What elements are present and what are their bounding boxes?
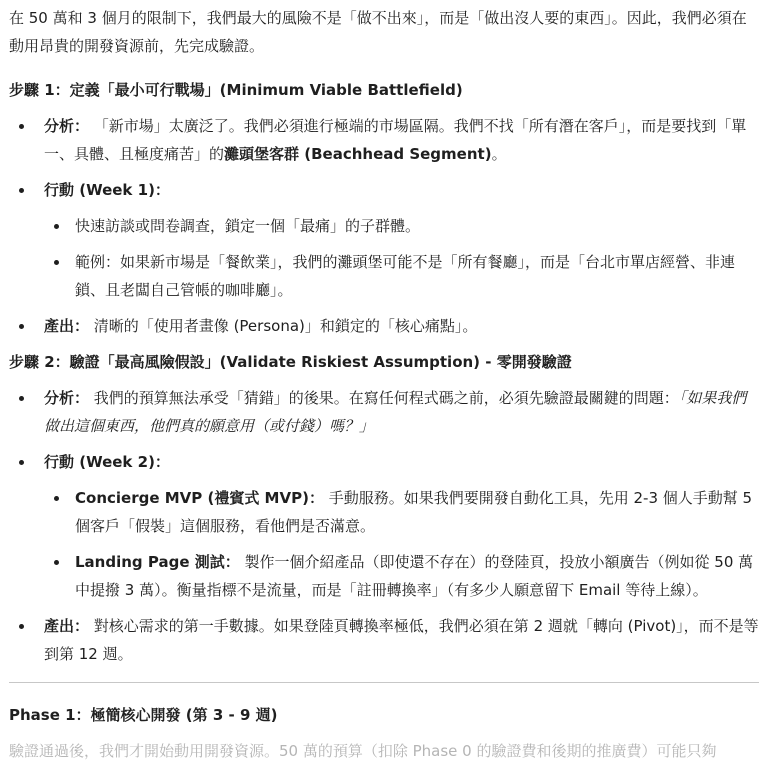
step1-actions [44,212,759,304]
step2-section [9,348,759,668]
list-item [9,112,759,168]
step1-analysis-text: 「新市場」太廣泛了。我們必須進行極端的市場區隔。我們不找「所有潛在客戶」，而是要找到「單一、具體、且極度痛苦」的 [44,117,747,163]
step2-action-label: 行動 (Week 2)： [44,453,170,471]
step1-analysis-bold: 灘頭堡客群 (Beachhead Segment) [224,145,492,163]
list-item [9,448,759,604]
phase1-heading: Phase 1：極簡核心開發 (第 3 - 9 週) [9,706,278,724]
step1-list [9,112,759,340]
document [9,4,759,765]
step2-heading: 步驟 2：驗證「最高風險假設」(Validate Riskiest Assumption) - 零開發驗證 [9,353,572,371]
step1-heading: 步驟 1：定義「最小可行戰場」(Minimum Viable Battlefield) [9,81,463,99]
step1-action-label: 行動 (Week 1)： [44,181,170,199]
step2-output-label: 產出： [44,617,90,635]
section-divider [9,682,759,683]
landing-page-label: Landing Page 測試： [75,553,240,571]
step2-analysis-italic: 「如果我們做出這個東西，他們真的願意用（或付錢）嗎？」 [44,389,747,435]
step2-analysis-text: 我們的預算無法承受「猜錯」的後果。在寫任何程式碼之前，必須先驗證最關鍵的問題： [93,389,679,407]
step1-section [9,76,759,340]
intro-paragraph: 在 50 萬和 3 個月的限制下，我們最大的風險不是「做不出來」，而是「做出沒人要的東西」。因此，我們必須在動用昂貴的開發資源前，先完成驗證。 [9,9,747,55]
step1-analysis-label: 分析： [44,117,90,135]
step2-actions [44,484,759,604]
list-item: 快速訪談或問卷調查，鎖定一個「最痛」的子群體。 [44,212,759,240]
list-item [9,312,759,340]
step1-output-text: 清晰的「使用者畫像 (Persona)」和鎖定的「核心痛點」。 [93,317,478,335]
concierge-mvp-text: 手動服務。如果我們要開發自動化工具，先用 2-3 個人手動幫 5 個客戶「假裝」這個服務，看他們是否滿意。 [75,489,753,535]
list-item [44,484,759,540]
step2-list [9,384,759,668]
list-item [44,548,759,604]
phase1-partial-text: 驗證通過後，我們才開始動用開發資源。50 萬的預算（扣除 Phase 0 的驗證費和後期的推廣費）可能只夠 [9,742,717,760]
landing-page-text: 製作一個介紹產品（即使還不存在）的登陸頁，投放小額廣告（例如從 50 萬中提撥 3 萬）。衡量指標不是流量，而是「註冊轉換率」（有多少人願意留下 Email 等待上線）。 [75,553,754,599]
list-item: 範例：如果新市場是「餐飲業」，我們的灘頭堡可能不是「所有餐廳」，而是「台北市單店經營、非連鎖、且老闆自己管帳的咖啡廳」。 [44,248,759,304]
step2-analysis-label: 分析： [44,389,90,407]
list-item [9,384,759,440]
step1-output-label: 產出： [44,317,90,335]
step2-output-text: 對核心需求的第一手數據。如果登陸頁轉換率極低，我們必須在第 2 週就「轉向 (Pivot)」，而不是等到第 12 週。 [44,617,759,663]
list-item [9,612,759,668]
concierge-mvp-label: Concierge MVP (禮賓式 MVP)： [75,489,324,507]
list-item [9,176,759,304]
step1-analysis-end: 。 [491,145,507,163]
